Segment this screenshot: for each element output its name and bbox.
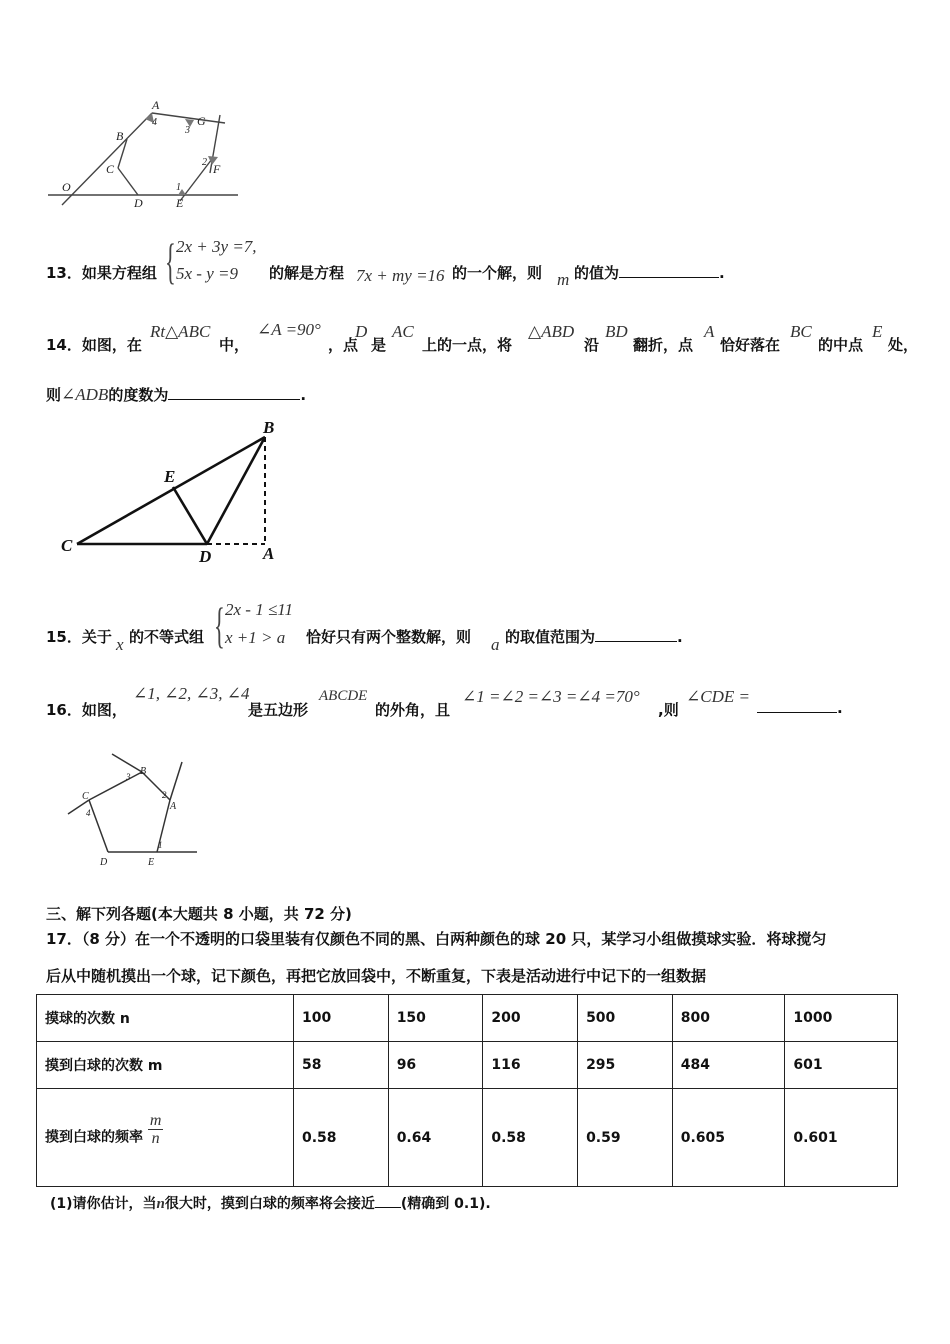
q14-t5: 沿	[584, 336, 600, 354]
q14-m4: AC	[392, 322, 414, 341]
q14-t8: 的中点	[818, 336, 864, 354]
table-row	[37, 1042, 898, 1089]
q15-dot: .	[677, 628, 683, 646]
table-cell: 96	[388, 1042, 483, 1089]
q17-subquestion-1	[50, 1193, 491, 1213]
q14-t1: 中，	[219, 336, 250, 354]
label-c: C	[106, 162, 115, 176]
q15-prefix: 15．关于	[46, 628, 112, 646]
side-ed	[173, 487, 207, 544]
q15-tail	[505, 626, 683, 647]
label-d: D	[100, 857, 108, 868]
section-3-title: 三、解下列各题(本大题共 8 小题，共 72 分)	[46, 905, 352, 923]
fraction-m-over-n	[148, 1112, 164, 1147]
q13-mid2: 的一个解，则	[452, 264, 543, 282]
table-cell: 0.64	[388, 1089, 483, 1187]
label-2: 2	[162, 790, 167, 800]
q14-line2a: 则	[46, 386, 62, 404]
table-cell: 100	[294, 995, 389, 1042]
question-13	[46, 262, 157, 283]
q15-var-a: a	[491, 635, 500, 654]
table-cell: 58	[294, 1042, 389, 1089]
q14-prefix: 14．如图，在	[46, 336, 142, 354]
figure-q16	[62, 752, 207, 870]
label-d: D	[199, 547, 212, 565]
label-o: O	[62, 180, 71, 194]
table-cell: 500	[578, 995, 673, 1042]
q14-m7: A	[704, 322, 715, 341]
q16-t2: 的外角，且	[375, 701, 451, 719]
q14-t3: 是	[371, 336, 387, 354]
table-cell: 484	[672, 1042, 785, 1089]
q15-answer-blank[interactable]	[595, 640, 677, 642]
ray-oa	[62, 113, 152, 205]
label-1: 1	[176, 182, 181, 193]
q14-t2: ，点	[328, 336, 359, 354]
q13-eq3: 7x + my =16	[356, 266, 445, 285]
q16-m4: ∠CDE =	[686, 687, 750, 706]
label-a: A	[152, 98, 160, 112]
q14-m6: BD	[605, 322, 628, 341]
q14-t6: 翻折，点	[633, 336, 694, 354]
table-cell: 0.58	[294, 1089, 389, 1187]
q13-dot: .	[719, 264, 725, 282]
q14-t9: 处，	[888, 336, 919, 354]
q14-m3: D	[355, 322, 368, 341]
figure-q14	[55, 415, 290, 565]
q13-mid: 的解是方程	[269, 264, 345, 282]
q14-answer-blank[interactable]	[168, 398, 300, 400]
q13-var-m: m	[557, 270, 570, 289]
q15-eq1: 2x - 1 ≤11	[225, 600, 294, 619]
table-cell: 0.605	[672, 1089, 785, 1187]
q14-m2: ∠A =90°	[257, 320, 321, 339]
label-3: 3	[185, 125, 190, 136]
label-3: 3	[126, 772, 131, 782]
q17-sub1-var-n: n	[156, 1196, 165, 1212]
q17-line2: 后从中随机摸出一个球，记下颜色，再把它放回袋中，不断重复，下表是活动进行中记下的一组数据	[46, 967, 707, 985]
q15-t1: 的不等式组	[129, 628, 205, 646]
q13-brace: {	[165, 233, 176, 289]
label-4: 4	[86, 808, 91, 818]
label-b: B	[116, 129, 124, 143]
fraction-numerator: m	[149, 1112, 162, 1129]
q17-sub1-b: 很大时，摸到白球的频率将会接近	[164, 1196, 375, 1212]
table-cell: 0.601	[785, 1089, 898, 1187]
q14-dot: .	[300, 386, 307, 404]
label-4: 4	[152, 117, 157, 128]
q17-line1: 17．（8 分）在一个不透明的口袋里装有仅颜色不同的黑、白两种颜色的球 20 只，某学习小组做摸球实验．将球搅匀	[46, 930, 827, 948]
q14-m5: △ABD	[528, 322, 575, 341]
q16-m2: ABCDE	[319, 688, 368, 704]
q15-eq2: x +1 > a	[225, 628, 286, 647]
q16-prefix: 16．如图，	[46, 701, 127, 719]
q16-t3: ,则	[658, 701, 679, 719]
q16-m3: ∠1 =∠2 =∠3 =∠4 =70°	[462, 687, 640, 706]
ext-a	[170, 762, 182, 800]
table-cell: 0.58	[483, 1089, 578, 1187]
row-header-frequency-text: 摸到白球的频率	[45, 1129, 143, 1146]
label-f: F	[213, 162, 221, 176]
q16-dot: .	[837, 699, 843, 717]
row-header-white-count: 摸到白球的次数 m	[37, 1042, 294, 1089]
q16-m1: ∠1, ∠2, ∠3, ∠4	[133, 684, 250, 703]
table-row	[37, 995, 898, 1042]
label-e: E	[176, 196, 184, 210]
label-a: A	[170, 801, 177, 812]
q15-tail-text: 的取值范围为	[505, 628, 596, 646]
label-b: B	[140, 766, 147, 777]
table-cell: 601	[785, 1042, 898, 1089]
label-e: E	[148, 857, 155, 868]
edge-cb	[89, 772, 142, 800]
q14-m9: E	[872, 322, 883, 341]
q14-m8: BC	[790, 322, 812, 341]
q17-sub1-a: (1)请你估计，当	[50, 1196, 157, 1212]
row-header-trials: 摸球的次数 n	[37, 995, 294, 1042]
label-c: C	[61, 536, 73, 555]
q15-var-x: x	[116, 635, 124, 654]
label-2: 2	[202, 157, 207, 168]
q17-answer-blank[interactable]	[375, 1206, 401, 1208]
q13-eq1: 2x + 3y =7,	[176, 237, 257, 256]
table-cell: 1000	[785, 995, 898, 1042]
table-row	[37, 1089, 898, 1187]
q14-m1: Rt△ABC	[150, 322, 211, 341]
figure-q12	[40, 95, 250, 215]
q14-line2b: 的度数为	[108, 386, 169, 404]
q15-brace: {	[214, 597, 225, 653]
q16-t1: 是五边形	[248, 701, 309, 719]
label-c: C	[82, 791, 89, 802]
table-cell: 116	[483, 1042, 578, 1089]
q16-tail	[757, 699, 843, 717]
q14-line2	[46, 384, 306, 405]
q15-t2: 恰好只有两个整数解，则	[306, 628, 472, 646]
label-e: E	[164, 467, 176, 486]
table-cell: 295	[578, 1042, 673, 1089]
label-g: G	[197, 114, 206, 128]
label-d: D	[134, 196, 143, 210]
row-header-frequency	[37, 1089, 294, 1187]
q17-sub1-c: (精确到 0.1).	[400, 1196, 491, 1212]
q14-t4: 上的一点，将	[422, 336, 513, 354]
table-cell: 200	[483, 995, 578, 1042]
table-cell: 800	[672, 995, 785, 1042]
ext-b	[112, 754, 142, 772]
q17-data-table	[36, 994, 898, 1187]
edge-cd	[118, 168, 138, 195]
label-1: 1	[158, 840, 163, 850]
edge-dc	[89, 800, 108, 852]
label-a: A	[263, 544, 275, 563]
table-cell: 150	[388, 995, 483, 1042]
q13-tail-text: 的值为	[574, 264, 620, 282]
q13-eq2: 5x - y =9	[176, 264, 238, 283]
q13-prefix: 13．如果方程组	[46, 264, 157, 282]
q14-m10: ∠ADB	[61, 385, 109, 404]
q14-t7: 恰好落在	[720, 336, 781, 354]
fraction-denominator: n	[151, 1130, 160, 1147]
table-cell: 0.59	[578, 1089, 673, 1187]
q13-tail	[574, 262, 725, 283]
label-b: B	[263, 418, 275, 437]
q16-answer-blank[interactable]	[757, 711, 837, 713]
q13-answer-blank[interactable]	[619, 276, 719, 278]
